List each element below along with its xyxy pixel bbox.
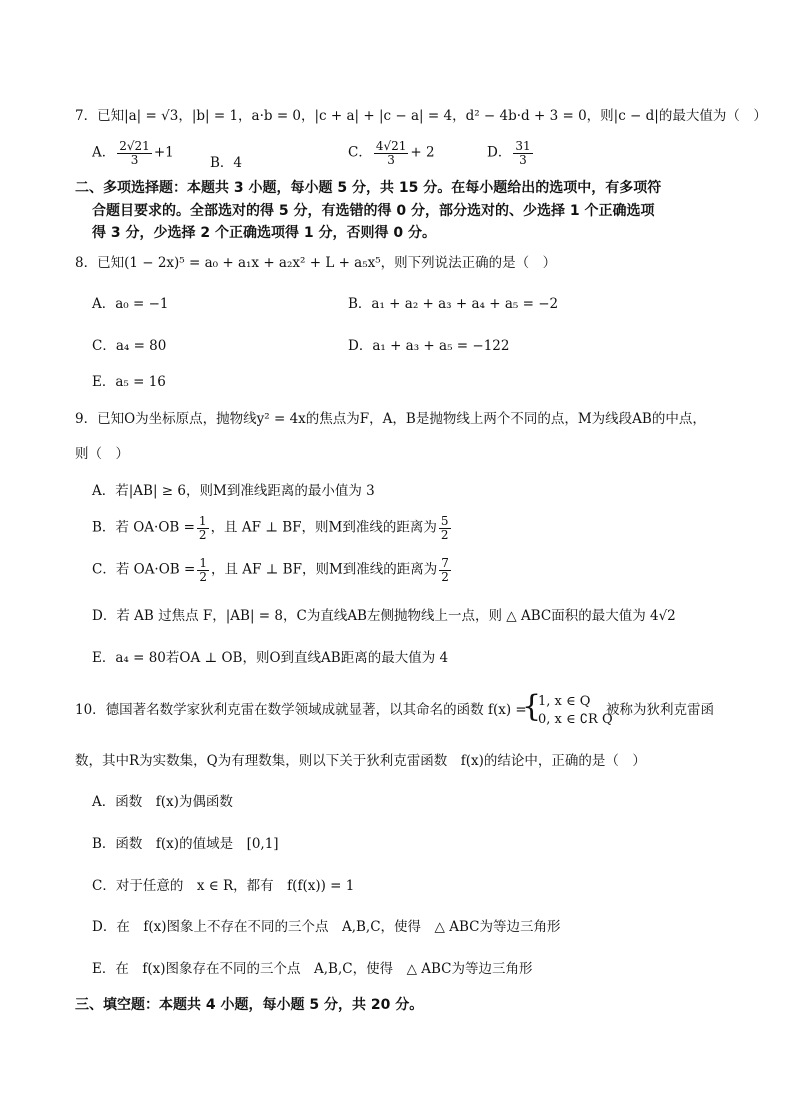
denominator: 2 (441, 569, 449, 584)
fraction (439, 515, 451, 541)
q8-option-a: A．a₀ = −1 (92, 296, 169, 312)
section2-line3: 得 3 分，少选择 2 个正确选项得 1 分，否则得 0 分。 (92, 225, 436, 241)
denominator: 2 (440, 527, 449, 542)
q7-option-c (348, 140, 435, 166)
q8-option-d: D．a₁ + a₃ + a₅ = −122 (348, 338, 510, 354)
fraction (439, 557, 451, 583)
denominator: 2 (198, 527, 207, 542)
denominator: 2 (199, 569, 207, 584)
q10-option-e: E．在 f(x)图象存在不同的三个点 A,B,C，使得 △ ABC为等边三角形 (92, 961, 533, 977)
q10-stem-part-b: 被称为狄利克雷函 (606, 702, 714, 718)
numerator: 1 (198, 514, 207, 528)
fraction (197, 515, 209, 541)
denominator: 3 (387, 152, 395, 167)
q7-option-a (92, 140, 174, 166)
piecewise-case2: 0, x ∈ ∁R Q (538, 712, 613, 727)
piecewise-case1: 1, x ∈ Q (538, 694, 591, 709)
q9-option-a: A．若|AB| ≥ 6，则M到准线距离的最小值为 3 (92, 483, 375, 499)
option-tail: + 2 (410, 144, 435, 161)
denominator: 3 (130, 152, 139, 167)
q10-option-d: D．在 f(x)图象上不存在不同的三个点 A,B,C，使得 △ ABC为等边三角形 (92, 919, 561, 935)
q7-stem: 7．已知|a| = √3，|b| = 1，a·b = 0，|c + a| + |c − a| = 4，d² − 4b·d + 3 = 0，则|c − d|的最大值为（ ） (75, 108, 767, 124)
fraction (197, 557, 209, 583)
q10-option-a: A．函数 f(x)为偶函数 (92, 794, 233, 810)
option-label: D． (487, 144, 512, 161)
q8-stem: 8．已知(1 − 2x)⁵ = a₀ + a₁x + a₂x² + L + a₅x⁵，则下列说法正确的是（ ） (75, 255, 557, 271)
option-label: C． (348, 144, 372, 161)
q8-option-e: E．a₅ = 16 (92, 374, 166, 390)
option-text: C．若 OA·OB = (92, 561, 196, 578)
numerator: 7 (441, 556, 449, 570)
q7-option-b: B．4 (210, 155, 243, 171)
q9-stem-line2: 则（ ） (75, 446, 129, 462)
q9-stem-line1: 9．已知O为坐标原点，抛物线y² = 4x的焦点为F，A，B是抛物线上两个不同的点，M为线段AB的中点， (75, 411, 706, 427)
numerator: 31 (515, 139, 531, 153)
denominator: 3 (519, 152, 527, 167)
q10-option-c: C．对于任意的 x ∈ R，都有 f(f(x)) = 1 (92, 878, 355, 894)
option-text: B．若 OA·OB = (92, 519, 195, 536)
numerator: 4√21 (375, 139, 407, 153)
numerator: 5 (440, 514, 449, 528)
numerator: 2√21 (119, 139, 150, 153)
q10-stem-line2: 数，其中R为实数集，Q为有理数集，则以下关于狄利克雷函数 f(x)的结论中，正确的是（ ） (75, 753, 646, 769)
section2-line2: 合题目要求的。全部选对的得 5 分，有选错的得 0 分，部分选对的、少选择 1 个正确选项 (92, 203, 655, 219)
section2-line1: 二、多项选择题：本题共 3 小题，每小题 5 分，共 15 分。在每小题给出的选项中，有多项符 (75, 180, 662, 196)
numerator: 1 (199, 556, 207, 570)
q10-stem-part-a: 10．德国著名数学家狄利克雷在数学领域成就显著，以其命名的函数 f(x) = (75, 702, 527, 718)
option-tail: +1 (153, 144, 174, 161)
fraction (117, 140, 152, 166)
fraction (374, 140, 409, 166)
q9-option-b (92, 515, 453, 541)
q9-option-e: E．a₄ = 80若OA ⊥ OB，则O到直线AB距离的最大值为 4 (92, 650, 449, 666)
q10-option-b: B．函数 f(x)的值域是 [0,1] (92, 836, 279, 852)
q8-option-b: B．a₁ + a₂ + a₃ + a₄ + a₅ = −2 (348, 296, 559, 312)
q8-option-c: C．a₄ = 80 (92, 338, 167, 354)
option-label: A． (92, 144, 116, 161)
q7-option-d (487, 140, 535, 166)
option-text: ，且 AF ⊥ BF，则M到准线的距离为 (210, 519, 437, 536)
fraction (513, 140, 532, 166)
piecewise-brace: { (522, 689, 542, 724)
q9-option-c (92, 557, 453, 583)
option-text: ，且 AF ⊥ BF，则M到准线的距离为 (210, 561, 438, 578)
section3-heading: 三、填空题：本题共 4 小题，每小题 5 分，共 20 分。 (75, 997, 424, 1013)
q9-option-d: D．若 AB 过焦点 F，|AB| = 8，C为直线AB左侧抛物线上一点，则 △ ABC面积的最大值为 4√2 (92, 608, 676, 624)
